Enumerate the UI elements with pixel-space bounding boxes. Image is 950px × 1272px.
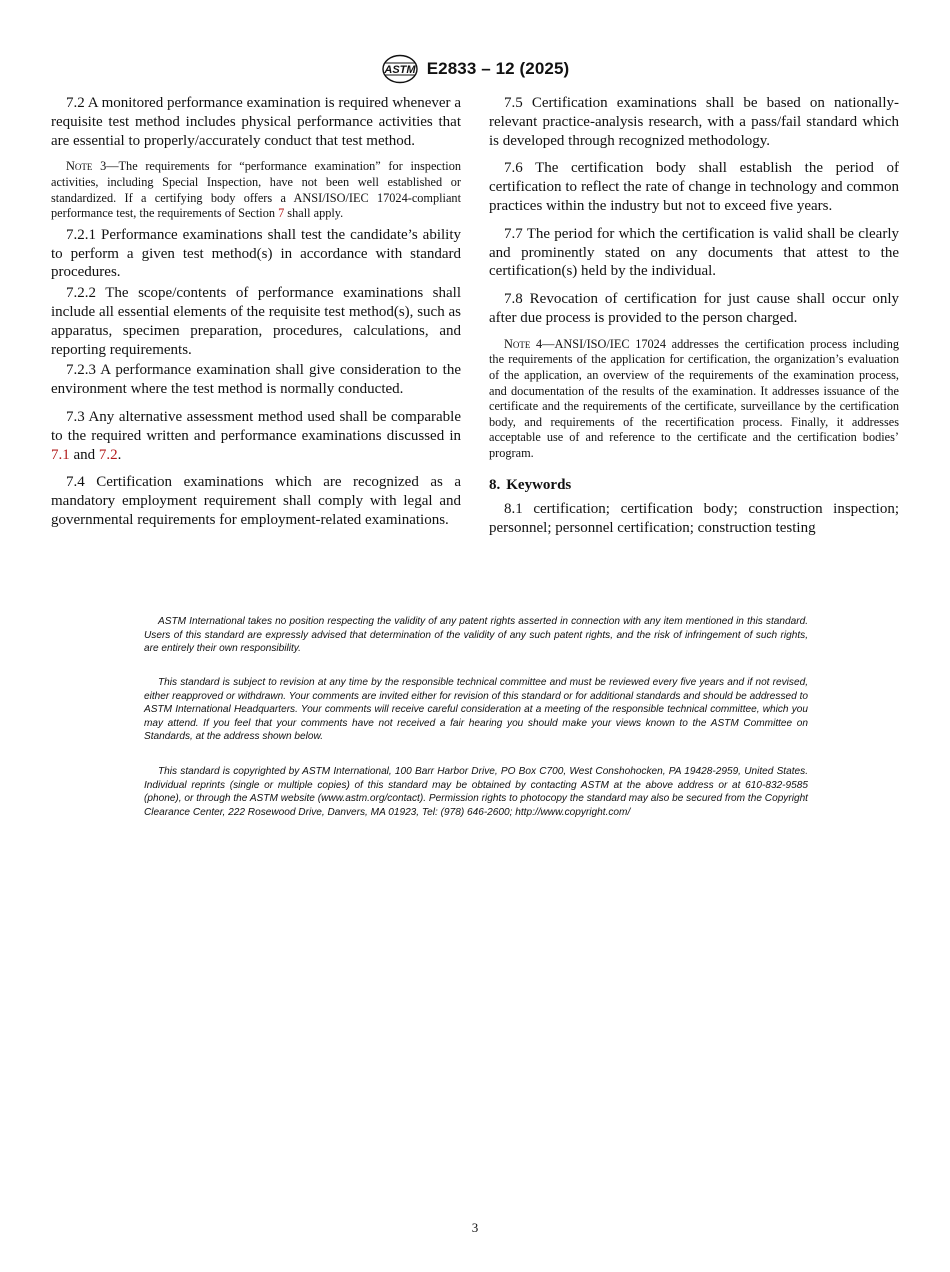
svg-text:ASTM: ASTM xyxy=(384,64,416,76)
note-3-label: Note xyxy=(66,159,93,174)
note-3-number: 3— xyxy=(92,159,119,174)
paragraph-7-2: 7.2 A monitored performance examination is required whenever a requisite test method includes physical performance activities that are essential to properly/accurately conduct that test method. xyxy=(51,95,461,149)
note-4-label: Note xyxy=(504,336,531,351)
copyright-notice-text: This standard is copyrighted by ASTM International, 100 Barr Harbor Drive, PO Box C700, West Conshohocken, PA 19428-2959, United States. Individual reprints (single or multiple copies) of this standard may be obtained by contacting ASTM at the above address or at 610-832-9585 (phone), or through the ASTM website (www.astm.org/contact). Permission rights to photocopy the standard may also be secured from the Copyright Clearance Center, 222 Rosewood Drive, Danvers, MA 01923, Tel: (978) 646-2600; http://www.copyright.com/ xyxy=(144,766,808,818)
paragraph-7-2-1: 7.2.1 Performance examinations shall test the candidate’s ability to perform a given test method(s) in accordance with standard procedures. xyxy=(51,226,461,281)
paragraph-7-3 xyxy=(51,408,461,464)
note-4 xyxy=(489,337,899,462)
section-7-2-link[interactable]: 7.2 xyxy=(98,446,118,463)
paragraph-7-3-end: . xyxy=(117,446,122,463)
revision-notice xyxy=(144,676,808,744)
paragraph-7-6: 7.6 The certification body shall establish the period of certification to reflect the rate of change in technology and common practices within the industry but not to exceed five years. xyxy=(489,160,899,214)
paragraph-7-4: 7.4 Certification examinations which are recognized as a mandatory employment requirement shall comply with legal and governmental requirements for employment-related examinations. xyxy=(51,474,461,528)
section-7-1-link[interactable]: 7.1 xyxy=(51,446,70,463)
copyright-notice xyxy=(144,765,808,819)
paragraph-7-5: 7.5 Certification examinations shall be based on nationally-relevant practice-analysis research, with a pass/fail standard which is developed through recognized methodology. xyxy=(489,95,899,149)
note-3-text: The requirements for “performance examination” for inspection activities, including Special Inspection, have not been well established or standardized. If a certifying body offers a ANSI/ISO/IEC 17024-compliant performance test, the requirements of Section xyxy=(51,159,461,221)
right-column xyxy=(489,94,899,547)
paragraph-7-3-text: 7.3 Any alternative assessment method used shall be comparable to the required written and performance examinations discussed in xyxy=(51,408,461,444)
paragraph-7-2-2: 7.2.2 The scope/contents of performance examinations shall include all essential elements of the requisite test method(s), such as apparatus, specimen preparation, procedures, calculations, and reporting requirements. xyxy=(51,285,461,358)
section-7-link[interactable]: 7 xyxy=(278,206,285,221)
paragraph-8-1: 8.1 certification; certification body; construction inspection; personnel; personnel certification; construction testing xyxy=(489,501,899,537)
paragraph-7-3-and: and xyxy=(69,446,99,463)
section-8-number: 8. xyxy=(489,476,501,493)
revision-notice-text: This standard is subject to revision at any time by the responsible technical committee and must be reviewed every five years and if not revised, either reapproved or withdrawn. Your comments are invited either for revision of this standard or for additional standards and should be addressed to ASTM International Headquarters. Your comments will receive careful consideration at a meeting of the responsible technical committee, which you may attend. If you feel that your comments have not received a fair hearing you should make your views known to the ASTM Committee on Standards, at the address shown below. xyxy=(144,677,808,743)
page-header xyxy=(0,52,950,86)
paragraph-7-2-3: 7.2.3 A performance examination shall give consideration to the environment where the test method is normally conducted. xyxy=(51,362,461,398)
note-3 xyxy=(51,159,461,221)
left-column xyxy=(51,94,461,539)
paragraph-7-8: 7.8 Revocation of certification for just cause shall occur only after due process is provided to the person charged. xyxy=(489,291,899,326)
standard-designation: E2833 – 12 (2025) xyxy=(426,59,570,78)
paragraph-7-7: 7.7 The period for which the certification is valid shall be clearly and prominently stated on any documents that attest to the certification(s) held by the individual. xyxy=(489,225,899,280)
page-number: 3 xyxy=(471,1220,479,1235)
patent-notice xyxy=(144,615,808,656)
section-8-title: Keywords xyxy=(506,476,572,493)
patent-notice-text: ASTM International takes no position respecting the validity of any patent rights asserted in connection with any item mentioned in this standard. Users of this standard are expressly advised that determination of the validity of any such patent rights, and the risk of infringement of such rights, are entirely their own responsibility. xyxy=(144,616,808,655)
note-3-text-end: shall apply. xyxy=(284,206,344,221)
astm-logo-icon xyxy=(381,54,419,84)
section-8-heading xyxy=(489,476,899,495)
note-4-text: 4—ANSI/ISO/IEC 17024 addresses the certification process including the requirements of the application for certification, the organization’s evaluation of the application, an overview of the requirements of the examination process, and documentation of the results of the examination. It addresses issuance of the certificate and the requirements of the certificate, surveillance by the certification body, and requirements of the recertification process. Finally, it addresses acceptable use of and reference to the certificate and the certification bodies’ program. xyxy=(489,336,899,460)
